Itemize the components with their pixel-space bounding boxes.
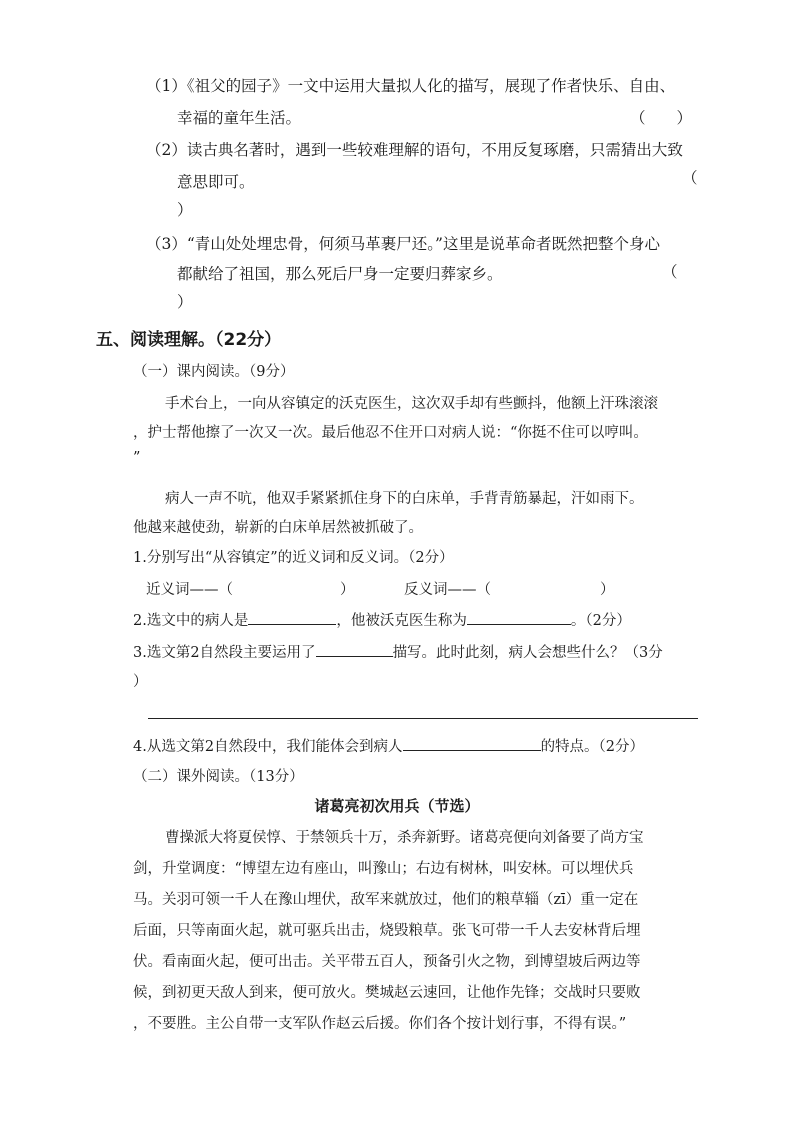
q2-answer-blank-1[interactable]: [248, 609, 336, 625]
judge-item-3-paren-close: ）: [177, 293, 193, 311]
q2-text-c: 。（2分）: [570, 613, 631, 629]
judge-item-3-line1: （3）“青山处处埋忠骨，何须马革裹尸还。”这里是说革命者既然把整个身心: [146, 235, 660, 253]
q1-antonym-close: ）: [600, 582, 615, 598]
passage1-line: 手术台上，一向从容镇定的沃克医生，这次双手却有些颤抖，他额上汗珠滚滚: [165, 396, 658, 412]
passage2-line: 剑，升堂调度：“博望左边有座山，叫豫山；右边有树林，叫安林。可以埋伏兵: [133, 861, 634, 877]
judge-item-3-line2: 都献给了祖国，那么死后尸身一定要归葬家乡。: [177, 265, 503, 283]
judge-item-1-line2: 幸福的童年生活。: [177, 109, 302, 127]
question-2: [133, 609, 631, 630]
q3-close-paren: ）: [133, 674, 148, 690]
q2-answer-blank-2[interactable]: [467, 609, 571, 625]
q2-text-a: 2.选文中的病人是: [133, 613, 249, 629]
passage1-line: 病人一声不吭，他双手紧紧抓住身下的白床单，手背青筋暴起，汗如雨下。: [165, 491, 644, 507]
question-3: [133, 641, 663, 662]
q1-antonym-label: 反义词——（: [404, 582, 491, 598]
passage2-line: ，不要胜。主公自带一支军队作赵云后援。你们各个按计划行事，不得有误。”: [133, 1016, 627, 1032]
passage1-line: 他越来越使劲，崭新的白床单居然被抓破了。: [133, 520, 423, 536]
question-4: [133, 735, 644, 756]
passage1-line: ，护士帮他擦了一次又一次。最后他忍不住开口对病人说：“你挺不住可以哼叫。: [133, 425, 648, 441]
judge-item-1-answer-paren[interactable]: （ ）: [630, 109, 693, 127]
q4-text-a: 4.从选文第2自然段中，我们能体会到病人: [133, 739, 403, 755]
judge-item-2-line1: （2）读古典名著时，遇到一些较难理解的语句，不用反复琢磨，只需猜出大致: [146, 141, 683, 159]
question-1: 1.分别写出“从容镇定”的近义词和反义词。（2分）: [133, 550, 454, 566]
passage2-line: 后面，只等南面火起，就可驱兵出击，烧毁粮草。张飞可带一千人去安林背后埋: [133, 923, 641, 939]
part1-heading: （一）课内阅读。（9分）: [133, 364, 295, 380]
judge-item-1-line1: （1）《祖父的园子》一文中运用大量拟人化的描写，展现了作者快乐、自由、: [146, 77, 676, 95]
q1-synonym-answer-blank[interactable]: [236, 580, 336, 598]
q3-answer-blank[interactable]: [316, 641, 393, 657]
passage2-line: 马。关羽可领一千人在豫山埋伏，敌军来就放过，他们的粮草辎（zī）重一定在: [133, 892, 639, 908]
q4-answer-blank[interactable]: [403, 735, 541, 751]
q3-text-b: 描写。此时此刻，病人会想些什么？（3分: [392, 645, 663, 661]
q1-antonym-answer-blank[interactable]: [496, 580, 596, 598]
section-heading: 五、阅读理解。（22分）: [96, 330, 282, 350]
judge-item-2-paren-open[interactable]: （: [682, 169, 698, 187]
passage2-line: 伏。看南面火起，便可出击。关平带五百人，预备引火之物，到博望坡后两边等: [133, 954, 641, 970]
q3-answer-line[interactable]: [148, 718, 698, 719]
q1-synonym-label: 近义词——（: [146, 582, 233, 598]
passage2-line: 候，到初更天敌人到来，便可放火。樊城赵云速回，让他作先锋；交战时只要败: [133, 985, 641, 1001]
passage2-line: 曹操派大将夏侯惇、于禁领兵十万，杀奔新野。诸葛亮便向刘备要了尚方宝: [165, 830, 644, 846]
judge-item-2-paren-close: ）: [177, 201, 193, 219]
passage2-title: 诸葛亮初次用兵（节选）: [314, 797, 480, 815]
part2-heading: （二）课外阅读。（13分）: [133, 769, 304, 785]
judge-item-3-paren-open[interactable]: （: [662, 263, 678, 281]
q4-text-b: 的特点。（2分）: [540, 739, 645, 755]
passage1-line: ”: [133, 450, 141, 466]
judge-item-2-line2: 意思即可。: [177, 173, 255, 191]
q3-text-a: 3.选文第2自然段主要运用了: [133, 645, 316, 661]
q2-text-b: ，他被沃克医生称为: [336, 613, 467, 629]
q1-synonym-close: ）: [340, 582, 355, 598]
